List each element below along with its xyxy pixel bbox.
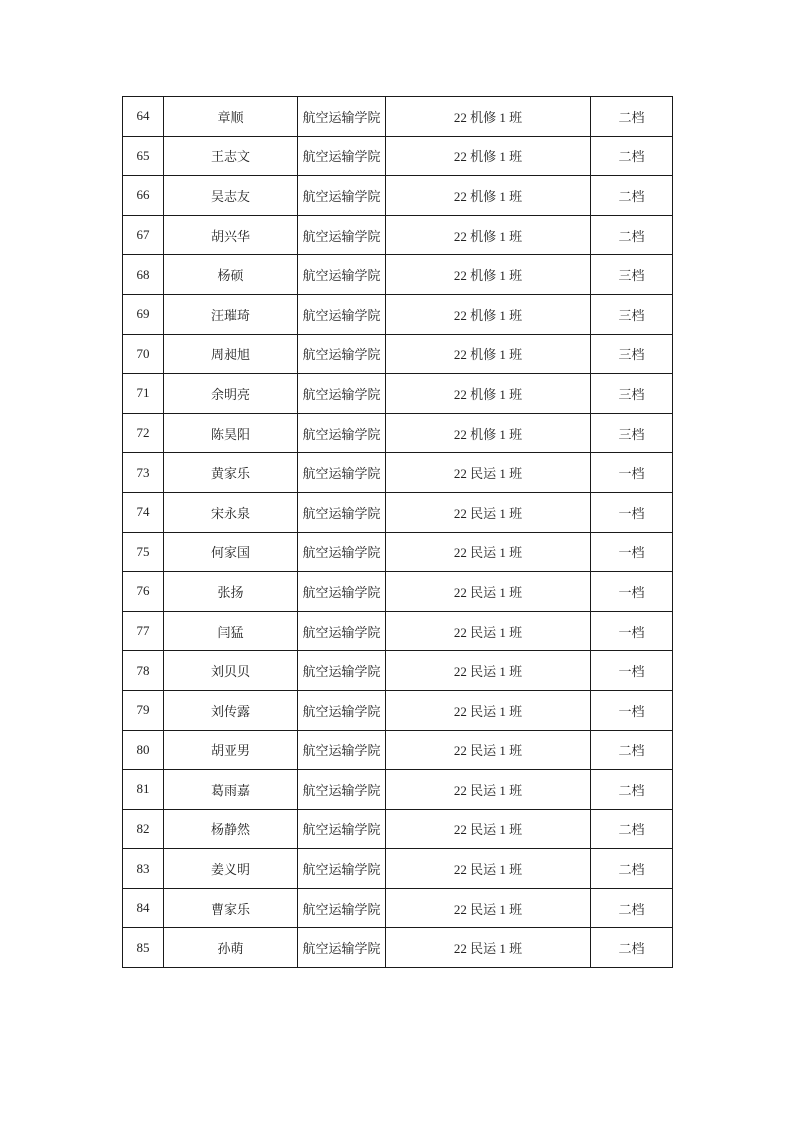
table-row [123, 374, 673, 414]
cell-college: 航空运输学院 [298, 809, 386, 849]
cell-class-name: 22 民运 1 班 [386, 611, 591, 651]
cell-tier: 二档 [591, 215, 673, 255]
cell-tier: 一档 [591, 532, 673, 572]
cell-college: 航空运输学院 [298, 651, 386, 691]
cell-no: 68 [123, 255, 164, 295]
cell-no: 82 [123, 809, 164, 849]
cell-college: 航空运输学院 [298, 413, 386, 453]
cell-no: 74 [123, 492, 164, 532]
cell-name: 曹家乐 [164, 888, 298, 928]
cell-name: 宋永泉 [164, 492, 298, 532]
cell-name: 杨硕 [164, 255, 298, 295]
cell-tier: 二档 [591, 770, 673, 810]
cell-class-name: 22 机修 1 班 [386, 413, 591, 453]
cell-tier: 一档 [591, 690, 673, 730]
cell-name: 黄家乐 [164, 453, 298, 493]
table-row [123, 809, 673, 849]
cell-class-name: 22 民运 1 班 [386, 532, 591, 572]
cell-college: 航空运输学院 [298, 730, 386, 770]
cell-college: 航空运输学院 [298, 255, 386, 295]
cell-name: 孙萌 [164, 928, 298, 968]
cell-class-name: 22 机修 1 班 [386, 136, 591, 176]
table-row [123, 928, 673, 968]
cell-tier: 一档 [591, 651, 673, 691]
cell-class-name: 22 机修 1 班 [386, 374, 591, 414]
table-row [123, 651, 673, 691]
cell-class-name: 22 民运 1 班 [386, 730, 591, 770]
cell-no: 69 [123, 294, 164, 334]
cell-tier: 二档 [591, 849, 673, 889]
cell-class-name: 22 机修 1 班 [386, 294, 591, 334]
cell-tier: 一档 [591, 572, 673, 612]
table-row [123, 849, 673, 889]
table-row [123, 532, 673, 572]
cell-class-name: 22 民运 1 班 [386, 690, 591, 730]
cell-class-name: 22 民运 1 班 [386, 492, 591, 532]
cell-no: 81 [123, 770, 164, 810]
cell-tier: 二档 [591, 176, 673, 216]
cell-tier: 二档 [591, 928, 673, 968]
cell-name: 张扬 [164, 572, 298, 612]
cell-name: 胡亚男 [164, 730, 298, 770]
table-row [123, 492, 673, 532]
cell-tier: 二档 [591, 888, 673, 928]
cell-name: 王志文 [164, 136, 298, 176]
cell-name: 陈昊阳 [164, 413, 298, 453]
cell-no: 66 [123, 176, 164, 216]
cell-no: 73 [123, 453, 164, 493]
cell-class-name: 22 机修 1 班 [386, 255, 591, 295]
cell-college: 航空运输学院 [298, 690, 386, 730]
cell-college: 航空运输学院 [298, 374, 386, 414]
cell-name: 刘贝贝 [164, 651, 298, 691]
table-row [123, 690, 673, 730]
table-row [123, 572, 673, 612]
cell-tier: 二档 [591, 136, 673, 176]
cell-college: 航空运输学院 [298, 532, 386, 572]
cell-college: 航空运输学院 [298, 176, 386, 216]
cell-tier: 二档 [591, 809, 673, 849]
table-row [123, 215, 673, 255]
cell-tier: 一档 [591, 492, 673, 532]
cell-college: 航空运输学院 [298, 492, 386, 532]
cell-name: 刘传露 [164, 690, 298, 730]
cell-class-name: 22 民运 1 班 [386, 809, 591, 849]
cell-name: 周昶旭 [164, 334, 298, 374]
cell-class-name: 22 民运 1 班 [386, 849, 591, 889]
cell-tier: 三档 [591, 413, 673, 453]
cell-no: 83 [123, 849, 164, 889]
cell-no: 64 [123, 97, 164, 137]
cell-name: 闫猛 [164, 611, 298, 651]
cell-no: 76 [123, 572, 164, 612]
cell-tier: 一档 [591, 611, 673, 651]
cell-college: 航空运输学院 [298, 888, 386, 928]
table-row [123, 730, 673, 770]
cell-class-name: 22 机修 1 班 [386, 215, 591, 255]
cell-no: 77 [123, 611, 164, 651]
cell-class-name: 22 民运 1 班 [386, 928, 591, 968]
cell-no: 85 [123, 928, 164, 968]
cell-no: 72 [123, 413, 164, 453]
cell-college: 航空运输学院 [298, 97, 386, 137]
cell-name: 余明亮 [164, 374, 298, 414]
student-table-body [123, 97, 673, 968]
cell-college: 航空运输学院 [298, 572, 386, 612]
table-row [123, 334, 673, 374]
table-row [123, 453, 673, 493]
cell-name: 吴志友 [164, 176, 298, 216]
cell-college: 航空运输学院 [298, 770, 386, 810]
cell-no: 79 [123, 690, 164, 730]
cell-name: 何家国 [164, 532, 298, 572]
cell-no: 75 [123, 532, 164, 572]
cell-no: 80 [123, 730, 164, 770]
cell-tier: 一档 [591, 453, 673, 493]
table-row [123, 176, 673, 216]
cell-class-name: 22 机修 1 班 [386, 334, 591, 374]
cell-college: 航空运输学院 [298, 294, 386, 334]
cell-college: 航空运输学院 [298, 334, 386, 374]
cell-name: 章顺 [164, 97, 298, 137]
cell-college: 航空运输学院 [298, 215, 386, 255]
cell-class-name: 22 民运 1 班 [386, 651, 591, 691]
table-row [123, 136, 673, 176]
table-row [123, 770, 673, 810]
cell-tier: 二档 [591, 730, 673, 770]
table-row [123, 294, 673, 334]
cell-no: 78 [123, 651, 164, 691]
table-row [123, 97, 673, 137]
cell-tier: 三档 [591, 374, 673, 414]
cell-no: 71 [123, 374, 164, 414]
cell-name: 胡兴华 [164, 215, 298, 255]
cell-college: 航空运输学院 [298, 611, 386, 651]
student-table [122, 96, 673, 968]
cell-college: 航空运输学院 [298, 453, 386, 493]
cell-tier: 三档 [591, 255, 673, 295]
cell-class-name: 22 民运 1 班 [386, 453, 591, 493]
cell-class-name: 22 机修 1 班 [386, 176, 591, 216]
cell-tier: 三档 [591, 334, 673, 374]
table-row [123, 413, 673, 453]
cell-name: 姜义明 [164, 849, 298, 889]
cell-name: 葛雨嘉 [164, 770, 298, 810]
cell-college: 航空运输学院 [298, 928, 386, 968]
cell-class-name: 22 民运 1 班 [386, 888, 591, 928]
table-row [123, 255, 673, 295]
cell-no: 84 [123, 888, 164, 928]
cell-college: 航空运输学院 [298, 849, 386, 889]
cell-tier: 二档 [591, 97, 673, 137]
table-row [123, 611, 673, 651]
cell-class-name: 22 机修 1 班 [386, 97, 591, 137]
cell-no: 67 [123, 215, 164, 255]
cell-name: 汪璀琦 [164, 294, 298, 334]
cell-class-name: 22 民运 1 班 [386, 770, 591, 810]
cell-name: 杨静然 [164, 809, 298, 849]
cell-class-name: 22 民运 1 班 [386, 572, 591, 612]
table-row [123, 888, 673, 928]
cell-college: 航空运输学院 [298, 136, 386, 176]
cell-tier: 三档 [591, 294, 673, 334]
cell-no: 70 [123, 334, 164, 374]
cell-no: 65 [123, 136, 164, 176]
